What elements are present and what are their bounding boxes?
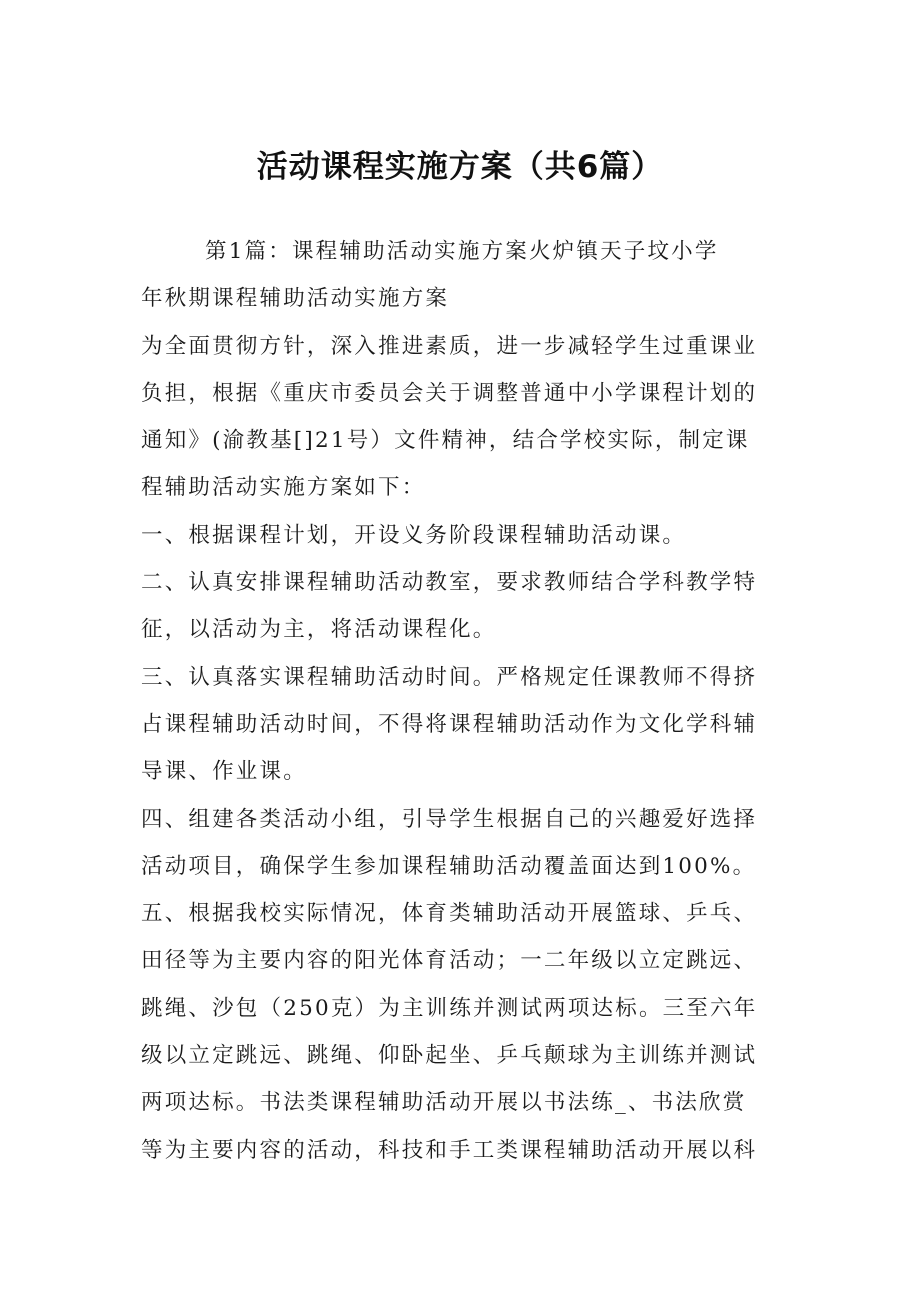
body-line: 程辅助活动实施方案如下： bbox=[141, 475, 426, 501]
body-line: 跳绳、沙包（250克）为主训练并测试两项达标。三至六年 bbox=[141, 995, 758, 1021]
body-line: 四、组建各类活动小组，引导学生根据自己的兴趣爱好选择 bbox=[141, 806, 758, 832]
body-line: 一、根据课程计划，开设义务阶段课程辅助活动课。 bbox=[141, 522, 687, 548]
chapter-heading-line: 第1篇：课程辅助活动实施方案火炉镇天子坟小学 bbox=[205, 239, 719, 264]
body-line: 征，以活动为主，将活动课程化。 bbox=[141, 617, 497, 643]
document-title: 活动课程实施方案（共6篇） bbox=[256, 149, 664, 185]
body-line: 二、认真安排课程辅助活动教室，要求教师结合学科教学特 bbox=[141, 570, 758, 596]
body-line: 年秋期课程辅助活动实施方案 bbox=[141, 286, 450, 312]
body-line: 通知》(渝教基[]21号）文件精神，结合学校实际，制定课 bbox=[141, 428, 750, 454]
body-line: 五、根据我校实际情况，体育类辅助活动开展篮球、乒乓、 bbox=[141, 901, 758, 927]
body-line: 负担，根据《重庆市委员会关于调整普通中小学课程计划的 bbox=[141, 380, 758, 406]
body-line: 两项达标。书法类课程辅助活动开展以书法练_、书法欣赏 bbox=[141, 1090, 747, 1116]
body-line: 级以立定跳远、跳绳、仰卧起坐、乒乓颠球为主训练并测试 bbox=[141, 1043, 758, 1069]
body-line: 田径等为主要内容的阳光体育活动；一二年级以立定跳远、 bbox=[141, 948, 758, 974]
body-line: 占课程辅助活动时间，不得将课程辅助活动作为文化学科辅 bbox=[141, 711, 758, 737]
body-line: 为全面贯彻方针，深入推进素质，进一步减轻学生过重课业 bbox=[141, 333, 758, 359]
body-line: 导课、作业课。 bbox=[141, 759, 307, 785]
body-line: 三、认真落实课程辅助活动时间。严格规定任课教师不得挤 bbox=[141, 664, 758, 690]
document-body bbox=[141, 228, 791, 1174]
body-line: 等为主要内容的活动，科技和手工类课程辅助活动开展以科 bbox=[141, 1137, 758, 1163]
body-line: 活动项目，确保学生参加课程辅助活动覆盖面达到100%。 bbox=[141, 853, 757, 879]
